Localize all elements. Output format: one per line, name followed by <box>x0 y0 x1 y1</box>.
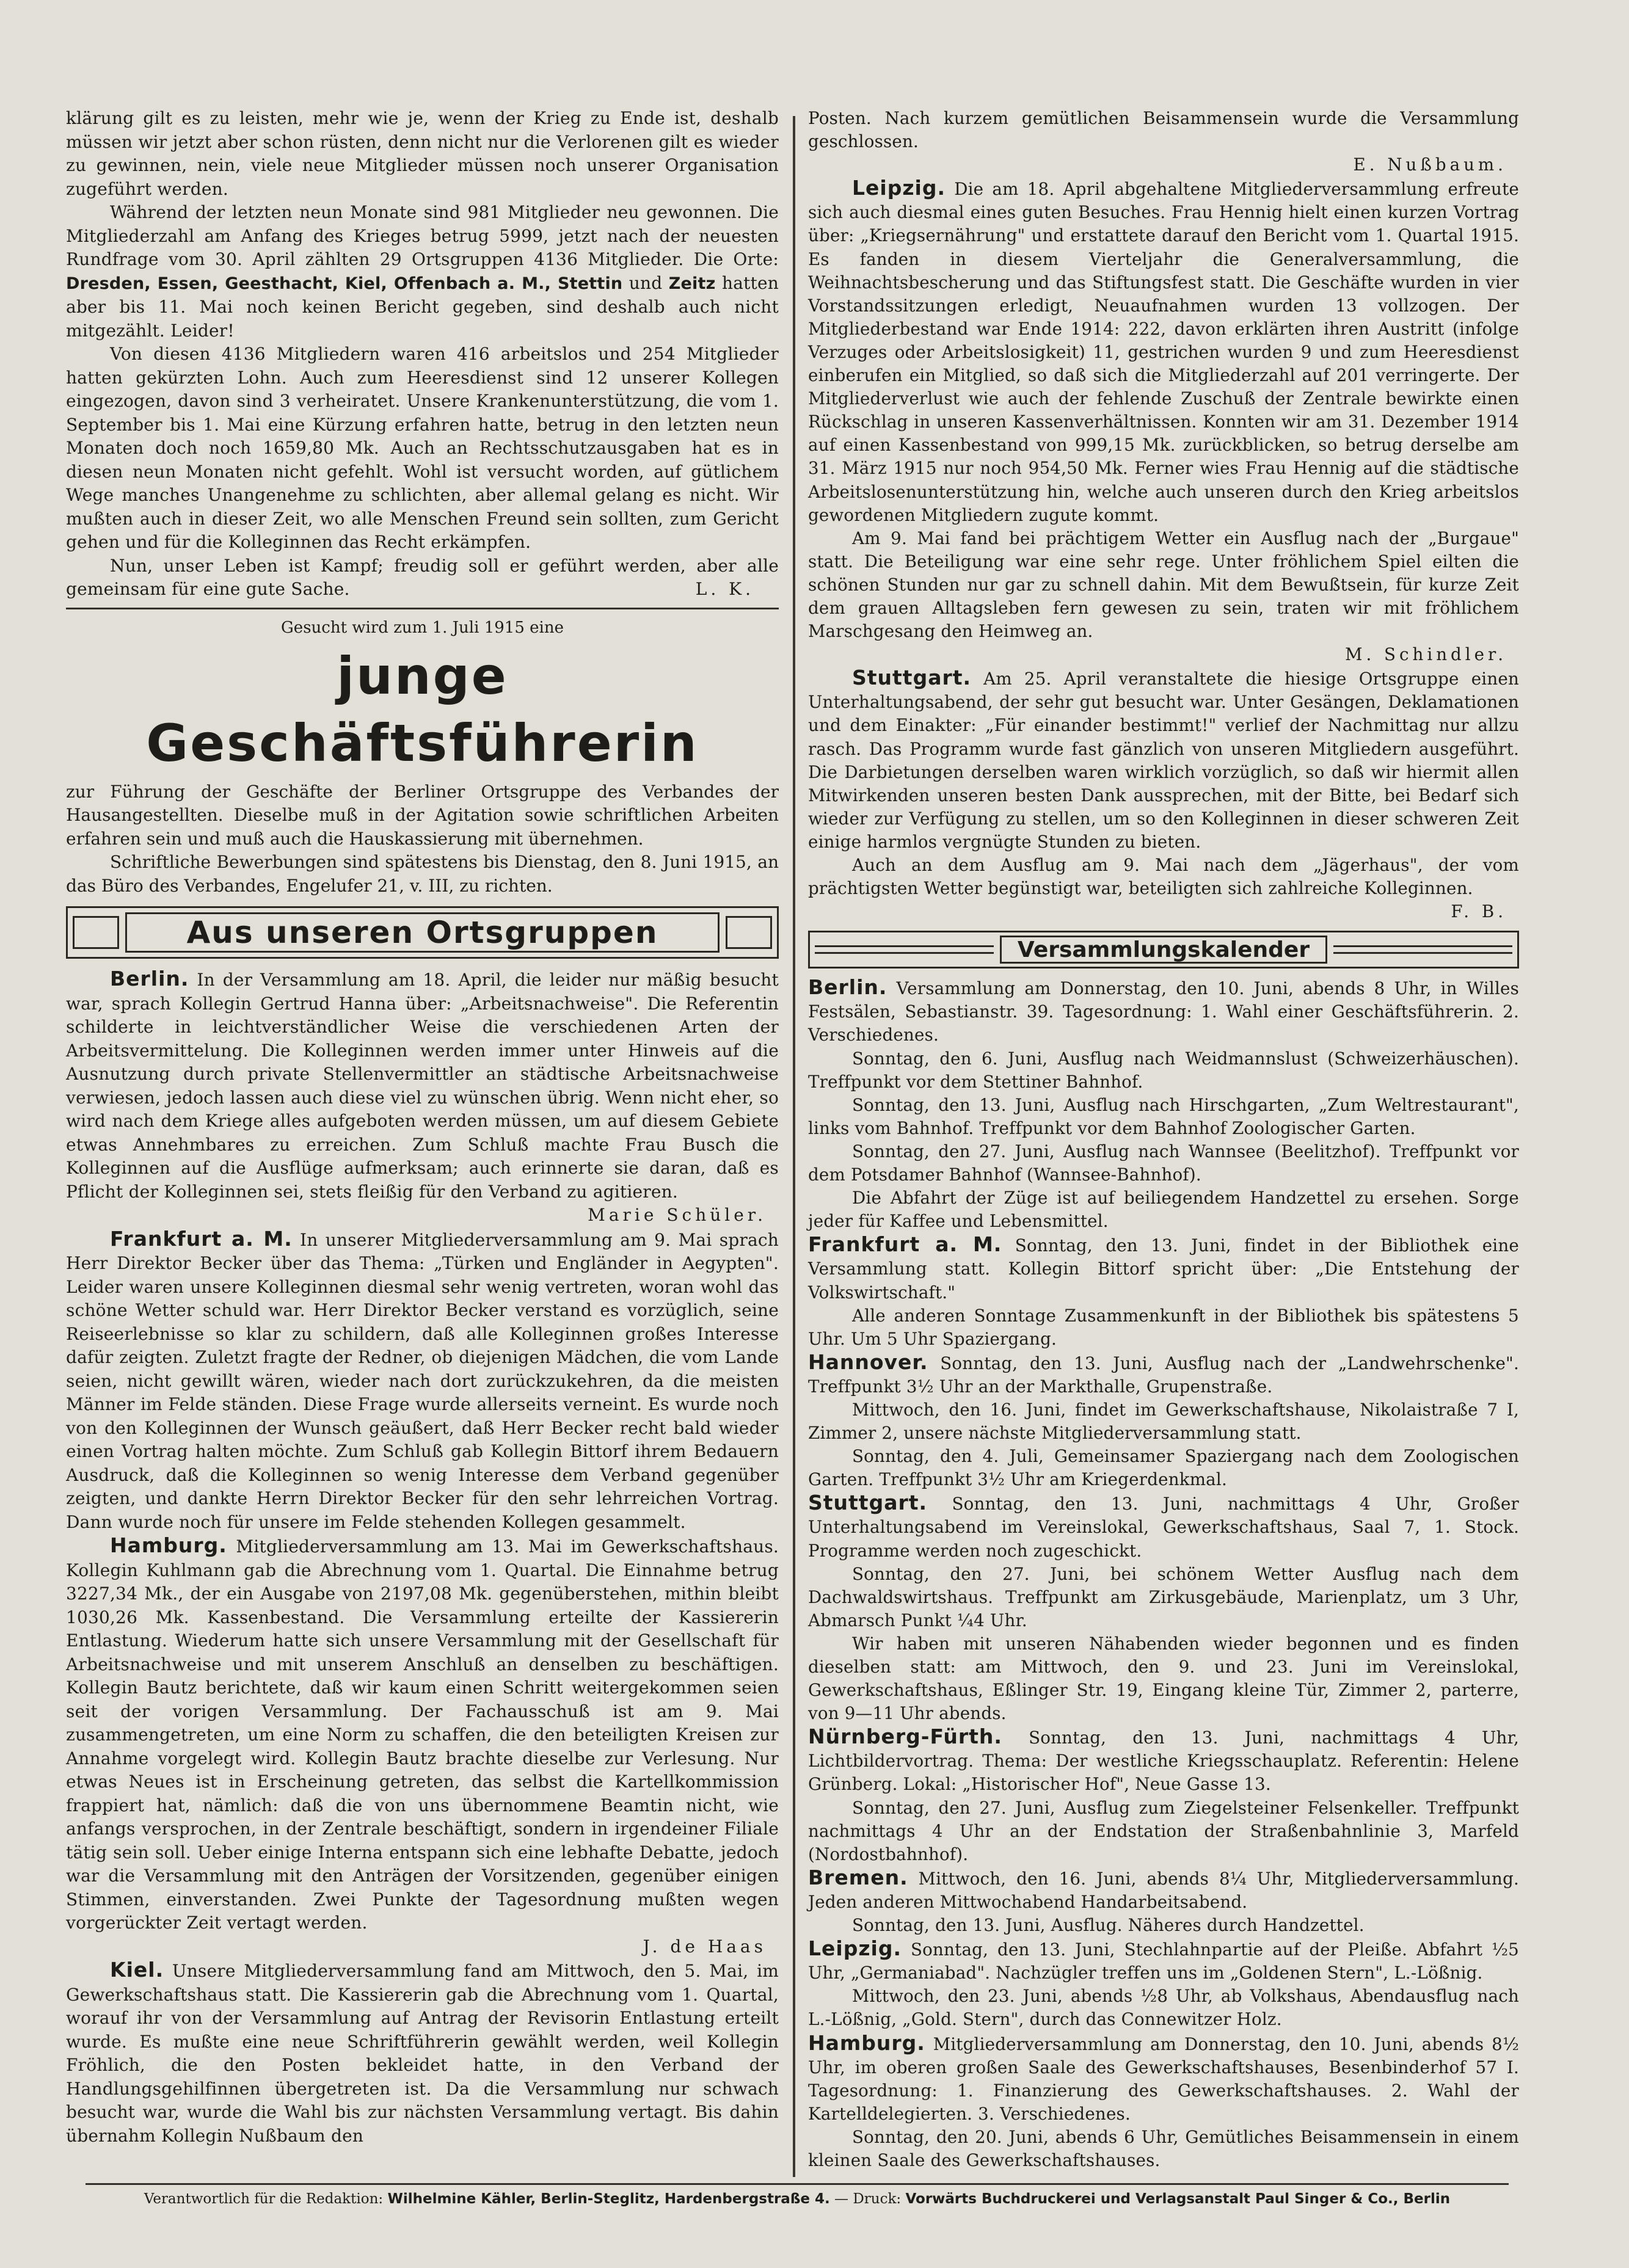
report-city: Kiel. <box>110 1958 164 1982</box>
footer-printer: Vorwärts Buchdruckerei und Verlagsanstalt Paul Singer & Co., Berlin <box>905 2191 1451 2207</box>
calendar-entry <box>808 1094 1519 1140</box>
report-city: Frankfurt a. M. <box>110 1226 293 1251</box>
calendar-entry <box>808 1797 1519 1866</box>
calendar-entry <box>808 2032 1519 2126</box>
report-list <box>66 967 779 2148</box>
calendar-entry-text: Sonntag, den 13. Juni, Stechlahnpartie auf der Pleiße. Abfahrt ½5 Uhr, „Germaniabad". Nachzügler treffen uns im „Goldenen Stern", L.-Lößnig. <box>808 1939 1519 1983</box>
report-text: In der Versammlung am 18. April, die leider nur mäßig besucht war, sprach Kollegin Gertrud Hanna über: „Arbeitsnachweise". Die Referentin schilderte in leichtverständlicher Weise die verschiedenen Arten der Arbeitsvermittelung. Die Kolleginnen werden immer unter Hinweis auf die Ausnutzung durch private Stellenvermittler an städtische Arbeitsnachweise verwiesen, jedoch lassen auch diese viel zu wünschen übrig. Wenn nicht eher, so wird nach dem Kriege alles aufgeboten werden müssen, um auf diesem Gebiete etwas Annehmbares zu erreichen. Zum Schluß machte Frau Busch die Kolleginnen auf die Ausflüge aufmerksam; auch erinnerte sie daran, daß es Pflicht der Kolleginnen sei, stets fleißig für den Verband zu agitieren. <box>66 970 779 1202</box>
divider <box>66 608 779 609</box>
ad-top-line: Gesucht wird zum 1. Juli 1915 eine <box>281 618 564 637</box>
intro-signature: L. K. <box>695 579 754 599</box>
ad-body-application: Schriftliche Bewerbungen sind spätestens bis Dienstag, den 8. Juni 1915, an das Büro des Verbandes, Engelufer 21, v. III, zu richten. <box>66 852 779 896</box>
kiel-signature: E. Nußbaum. <box>1353 154 1507 175</box>
right-column <box>808 107 1519 2172</box>
intro-places: Dresden, Essen, Geesthacht, Kiel, Offenbach a. M., Stettin <box>66 274 623 293</box>
calendar-entry <box>808 1725 1519 1796</box>
ad-body: zur Führung der Geschäfte der Berliner Ortsgruppe des Verbandes der Hausangestellten. Dieselbe muß in der Agitation sowie schriftlichen Arbeiten erfahren sein und muß auch die Hauskassierung mit übernehmen. <box>66 781 779 849</box>
kiel-report-continued: Posten. Nach kurzem gemütlichen Beisammensein wurde die Versammlung geschlossen. <box>808 108 1519 152</box>
left-column <box>66 107 779 2148</box>
section-header-calendar <box>808 931 1519 969</box>
report-city: Stuttgart. <box>852 666 972 690</box>
calendar-entry <box>808 1187 1519 1233</box>
calendar-entry-text: Sonntag, den 27. Juni, bei schönem Wetter Ausflug nach dem Dachwaldswirtshaus. Treffpunkt am Zirkusgebäude, Marienplatz, um 3 Uhr, Abmarsch Punkt ¼4 Uhr. <box>808 1563 1519 1630</box>
calendar-entry-text: Die Abfahrt der Züge ist auf beiliegendem Handzettel zu ersehen. Sorge jeder für Kaffee und Lebensmittel. <box>808 1188 1519 1232</box>
calendar-entry <box>808 1398 1519 1445</box>
calendar-entry <box>808 1233 1519 1304</box>
intro-paragraph-1: klärung gilt es zu leisten, mehr wie je, wenn der Krieg zu Ende ist, deshalb müssen wir jetzt aber schon rüsten, denn nicht nur die Verlorenen gilt es wieder zu gewinnen, nein, viele neue Mitglieder müssen noch unserer Organisation zugeführt werden. <box>66 108 779 199</box>
report-signature: M. Schindler. <box>1345 644 1507 665</box>
report-list <box>808 176 1519 923</box>
report-city: Berlin. <box>110 967 189 990</box>
calendar-entry-text: Mittwoch, den 23. Juni, abends ½8 Uhr, ab Volkshaus, Abendausflug nach L.-Lößnig, „Gold. Stern", durch das Connewitzer Holz. <box>808 1986 1519 2030</box>
report-city: Hamburg. <box>110 1533 227 1557</box>
calendar-city: Hannover. <box>808 1350 928 1374</box>
report-paragraph: Auch an dem Ausflug am 9. Mai nach dem „Jägerhaus", der vom prächtigsten Wetter begünstigt war, beteiligten sich zahlreiche Kolleginnen. <box>808 855 1519 899</box>
ornament-box <box>726 916 772 949</box>
calendar-entry-text: Sonntag, den 13. Juni, findet in der Bibliothek eine Versammlung statt. Kollegin Bittorf spricht über: „Die Entstehung der Volkswirtschaft." <box>808 1235 1519 1303</box>
intro-text: Während der letzten neun Monate sind 981 Mitglieder neu gewonnen. Die Mitgliederzahl am Anfang des Krieges betrug 5999, jetzt nach der neuesten Rundfrage vom 30. April zählten 29 Ortsgruppen 4136 Mitglieder. Die Orte: <box>66 202 779 269</box>
report-signature: Marie Schüler. <box>588 1205 767 1225</box>
calendar-city: Leipzig. <box>808 1936 902 1961</box>
calendar-entry <box>808 1140 1519 1187</box>
report-text: In unserer Mitgliederversammlung am 9. Mai sprach Herr Direktor Becker über das Thema: „Türken und Engländer in Aegypten". Leider waren unsere Kolleginnen diesmal sehr wenig vertreten, woran wohl das schöne Wetter schuld war. Herr Direktor Becker verstand es vorzüglich, seine Reiseerlebnisse so klar zu schildern, daß alle Kolleginnen großes Interesse dafür zeigten. Zuletzt fragte der Redner, ob diejenigen Mädchen, die vom Lande seien, nicht gewillt wären, wieder nach dort zurückzukehren, da die meisten Männer im Felde ständen. Diese Frage wurde allerseits verneint. Es wurde noch von den Kolleginnen der Wunsch geäußert, daß Herr Becker recht bald wieder einen Vortrag halten möchte. Zum Schluß gab Kollegin Bittorf ihrem Bedauern Ausdruck, daß die Kolleginnen so wenig Interesse dem Verband gegenüber zeigten, und dankte Herrn Direktor Becker für den sehr lehrreichen Vortrag. Dann wurde noch für unsere im Felde stehenden Kollegen gesammelt. <box>66 1229 779 1532</box>
calendar-entry <box>808 976 1519 1047</box>
calendar-entry-text: Versammlung am Donnerstag, den 10. Juni, abends 8 Uhr, in Willes Festsälen, Sebastianstr. 39. Tagesordnung: 1. Wahl einer Geschäftsführerin. 2. Verschiedenes. <box>808 978 1519 1045</box>
ornament-line <box>815 945 994 954</box>
intro-paragraph-4 <box>66 554 779 602</box>
report-paragraph <box>66 1958 779 2148</box>
report-paragraph: Am 9. Mai fand bei prächtigem Wetter ein Ausflug nach der „Burgaue" statt. Die Beteiligung war eine sehr rege. Unter fröhlichem Spiel eilten die schönen Stunden nur gar zu schnell dahin. Mit dem Bewußtsein, für kurze Zeit dem grauen Alltagsleben fern gewesen zu sein, traten wir mit fröhlichem Marschgesang den Heimweg an. <box>808 528 1519 642</box>
intro-paragraph-3: Von diesen 4136 Mitgliedern waren 416 arbeitslos und 254 Mitglieder hatten gekürzten Lohn. Auch zum Heeresdienst sind 12 unserer Kollegen eingezogen, davon sind 3 verheiratet. Unsere Krankenunterstützung, die vom 1. September bis 1. Mai eine Kürzung erfahren hatte, betrug in den letzten neun Monaten doch noch 1659,80 Mk. Auch an Rechtsschutzausgaben hat es in diesen neun Monaten nicht gefehlt. Wohl ist versucht worden, auf gütlichem Wege manches Unangenehme zu schlichten, aber allemal gelang es nicht. Wir mußten auch in dieser Zeit, wo alle Menschen Freund sein sollten, zum Gericht gehen und für die Kolleginnen das Recht erkämpfen. <box>66 344 779 552</box>
meeting-calendar <box>808 976 1519 2172</box>
calendar-entry-text: Alle anderen Sonntage Zusammenkunft in der Bibliothek bis spätestens 5 Uhr. Um 5 Uhr Spaziergang. <box>808 1305 1519 1349</box>
calendar-city: Frankfurt a. M. <box>808 1232 1002 1257</box>
report-text: Mitgliederversammlung am 13. Mai im Gewerkschaftshaus. Kollegin Kuhlmann gab die Abrechnung vom 1. Quartal. Die Einnahme betrug 3227,34 Mk., der ein Ausgabe von 2197,08 Mk. gegenüberstehen, mithin bleibt 1030,26 Mk. Kassenbestand. Die Versammlung erteilte der Kassiererin Entlastung. Wiederum hatte sich unsere Versammlung mit der Gesellschaft für Arbeitsnachweise und mit unserem Anschluß an denselben zu beschäftigen. Kollegin Bautz berichtete, daß wir kaum einen Schritt weitergekommen seien seit der vorigen Versammlung. Der Fachausschuß ist am 9. Mai zusammengetreten, um eine Norm zu schaffen, die den beteiligten Kreisen zur Annahme vorgelegt wird. Kollegin Bautz brachte dieselbe zur Verlesung. Nur etwas Neues ist in Erscheinung getreten, das selbst die Kartellkommission frappiert hat, nämlich: daß die von uns übernommene Beamtin nicht, wie anfangs versprochen, in der Zentrale beschäftigt, sondern in irgendeiner Filiale tätig sein soll. Ueber einige Interna entspann sich eine lebhafte Debatte, jedoch war die Versammlung mit den Anträgen der Vorsitzenden, gegenüber einigen Stimmen, einverstanden. Zwei Punkte der Tagesordnung mußten wegen vorgerückter Zeit vertagt werden. <box>66 1536 779 1933</box>
calendar-entry <box>808 1351 1519 1398</box>
report-paragraph <box>808 176 1519 526</box>
calendar-entry-text: Sonntag, den 27. Juni, Ausflug zum Ziegelsteiner Felsenkeller. Treffpunkt nachmittags 4 Uhr an der Endstation der Straßenbahnlinie 3, Marfeld (Nordostbahnhof). <box>808 1797 1519 1864</box>
report-paragraph <box>808 666 1519 854</box>
intro-place-zeitz: Zeitz <box>668 274 716 293</box>
calendar-entry <box>808 2126 1519 2172</box>
report-paragraph <box>66 1534 779 1935</box>
intro-closing: Nun, unser Leben ist Kampf; freudig soll er geführt werden, aber alle gemeinsam für eine gute Sache. <box>66 555 779 599</box>
calendar-entry <box>808 1304 1519 1351</box>
calendar-entry-text: Sonntag, den 6. Juni, Ausflug nach Weidmannslust (Schweizerhäuschen). Treffpunkt vor dem Stettiner Bahnhof. <box>808 1048 1519 1092</box>
report-text: Am 25. April veranstaltete die hiesige Ortsgruppe einen Unterhaltungsabend, der sehr gut besucht war. Unter Gesängen, Deklamationen und dem Einakter: „Für einander bestimmt!" verlief der Nachmittag nur allzu rasch. Das Programm wurde fast gänzlich von unseren Mitgliedern ausgeführt. Die Darbietungen derselben waren wirklich vorzüglich, so daß wir hiermit allen Mitwirkenden unseren besten Dank aussprechen, mit der Bitte, bei Bedarf sich wieder zur Verfügung zu stellen, um so den Kolleginnen in dieser schweren Zeit einige harmlos vergnügte Stunden zu bieten. <box>808 669 1519 852</box>
report-text: Unsere Mitgliederversammlung fand am Mittwoch, den 5. Mai, im Gewerkschaftshaus statt. Die Kassiererin gab die Abrechnung vom 1. Quartal, worauf ihr von der Versammlung auf Antrag der Revisorin Entlastung erteilt wurde. Es mußte eine neue Schriftführerin gewählt werden, weil Kollegin Fröhlich, die den Posten bekleidet hatte, in den Verband der Handlungsgehilfinnen übergetreten ist. Da die Versammlung nur schwach besucht war, wurde die Wahl bis zur nächsten Versammlung vertagt. Bis dahin übernahm Kollegin Nußbaum den <box>66 1961 779 2146</box>
calendar-entry-text: Sonntag, den 13. Juni, Ausflug nach der „Landwehrschenke". Treffpunkt 3½ Uhr an der Markthalle, Grupenstraße. <box>808 1353 1519 1397</box>
calendar-entry <box>808 1632 1519 1725</box>
calendar-entry <box>808 1937 1519 1985</box>
calendar-entry-text: Mitgliederversammlung am Donnerstag, den 10. Juni, abends 8½ Uhr, im oberen großen Saale des Gewerkschaftshauses, Besenbinderhof 57 I. Tagesordnung: 1. Finanzierung des Gewerkschaftshauses. 2. Wahl der Kartelldelegierten. 3. Verschiedenes. <box>808 2034 1519 2124</box>
calendar-entry-text: Wir haben mit unseren Nähabenden wieder begonnen und es finden dieselben statt: am Mittwoch, den 9. und 23. Juni im Vereinslokal, Gewerkschaftshaus, Eßlinger Str. 19, Eingang kleine Tür, Zimmer 2, parterre, von 9—11 Uhr abends. <box>808 1633 1519 1724</box>
calendar-entry <box>808 1563 1519 1632</box>
calendar-city: Bremen. <box>808 1865 908 1889</box>
ornament-box <box>73 916 119 949</box>
intro-text-tail: hatten aber bis 11. Mai noch keinen Bericht gegeben, sind deshalb auch nicht mitgezählt. Leider! <box>66 272 779 341</box>
calendar-entry <box>808 1445 1519 1491</box>
report-paragraph <box>66 1227 779 1535</box>
report-signature: F. B. <box>1451 901 1507 922</box>
calendar-city: Stuttgart. <box>808 1491 928 1515</box>
calendar-entry-text: Sonntag, den 13. Juni, nachmittags 4 Uhr, Großer Unterhaltungsabend im Vereinslokal, Gewerkschaftshaus, Saal 7, 1. Stock. Programme werden noch zugeschickt. <box>808 1494 1519 1561</box>
report-paragraph <box>66 967 779 1204</box>
column-divider <box>793 116 795 2177</box>
calendar-title: Versammlungskalender <box>1000 936 1327 964</box>
calendar-entry <box>808 1491 1519 1562</box>
calendar-entry <box>808 1866 1519 1914</box>
calendar-entry <box>808 1914 1519 1937</box>
calendar-entry-text: Sonntag, den 13. Juni, nachmittags 4 Uhr, Lichtbildervortrag. Thema: Der westliche Kriegsschauplatz. Referentin: Helene Grünberg. Lokal: „Historischer Hof", Neue Gasse 13. <box>808 1728 1519 1795</box>
report-city: Leipzig. <box>852 176 946 200</box>
job-advertisement <box>66 616 779 898</box>
calendar-city: Hamburg. <box>808 2030 925 2055</box>
intro-paragraph-2 <box>66 201 779 343</box>
imprint-footer <box>86 2183 1509 2209</box>
calendar-entry-text: Sonntag, den 13. Juni, Ausflug nach Hirschgarten, „Zum Weltrestaurant", links vom Bahnhof. Treffpunkt vor dem Bahnhof Zoologischer Garten. <box>808 1094 1519 1138</box>
calendar-entry-text: Sonntag, den 4. Juli, Gemeinsamer Spaziergang nach dem Zoologischen Garten. Treffpunkt 3½ Uhr am Kriegerdenkmal. <box>808 1446 1519 1490</box>
section-header-ortsgruppen <box>66 906 779 959</box>
calendar-city: Berlin. <box>808 975 887 1000</box>
calendar-entry-text: Sonntag, den 13. Juni, Ausflug. Näheres durch Handzettel. <box>852 1915 1365 1936</box>
report-signature: J. de Haas <box>643 1936 767 1957</box>
calendar-entry <box>808 1985 1519 2031</box>
intro-and: und <box>622 272 669 293</box>
report-text: Die am 18. April abgehaltene Mitgliederversammlung erfreute sich auch diesmal eines guten Besuches. Frau Hennig hielt einen kurzen Vortrag über: „Kriegsernährung" und erstattete darauf den Bericht vom 1. Quartal 1915. Es fanden in diesem Vierteljahr die Generalversammlung, die Weihnachtsbescherung und das Stiftungsfest statt. Die Geschäfte wurden in vier Vorstandssitzungen erledigt, Neuaufnahmen wurden 13 vollzogen. Der Mitgliederbestand war Ende 1914: 222, davon erklärten ihren Austritt (infolge Verzuges oder Arbeitslosigkeit) 11, gestrichen wurden 9 und zum Heeresdienst einberufen ein Mitglied, so daß sich die Mitgliederzahl auf 201 verringerte. Der Mitgliederverlust wie auch der fehlende Zuschuß der Zentrale bewirkte einen Rückschlag in unseren Kassenverhältnissen. Konnten wir am 31. Dezember 1914 auf einen Kassenbestand von 999,15 Mk. zurückblicken, so betrug derselbe am 31. März 1915 nur noch 954,50 Mk. Ferner wies Frau Hennig auf die städtische Arbeitslosenunterstützung hin, welche auch unseren durch den Krieg arbeitslos gewordenen Mitgliedern zugute kommt. <box>808 179 1519 525</box>
calendar-entry <box>808 1047 1519 1094</box>
footer-editor: Wilhelmine Kähler, Berlin-Steglitz, Hardenbergstraße 4. <box>387 2191 830 2207</box>
footer-print: — Druck: <box>829 2191 906 2207</box>
calendar-city: Nürnberg-Fürth. <box>808 1725 1002 1749</box>
footer-responsible: Verantwortlich für die Redaktion: <box>144 2191 388 2207</box>
calendar-entry-text: Mittwoch, den 16. Juni, abends 8¼ Uhr, Mitgliederversammlung. Jeden anderen Mittwochabend Handarbeitsabend. <box>808 1868 1519 1912</box>
calendar-entry-text: Sonntag, den 20. Juni, abends 6 Uhr, Gemütliches Beisammensein in einem kleinen Saale des Gewerkschaftshauses. <box>808 2126 1519 2170</box>
calendar-entry-text: Sonntag, den 27. Juni, Ausflug nach Wannsee (Beelitzhof). Treffpunkt vor dem Potsdamer Bahnhof (Wannsee-Bahnhof). <box>808 1141 1519 1185</box>
calendar-entry-text: Mittwoch, den 16. Juni, findet im Gewerkschaftshause, Nikolaistraße 7 I, Zimmer 2, unsere nächste Mitgliederversammlung statt. <box>808 1399 1519 1444</box>
section-title: Aus unseren Ortsgruppen <box>125 912 720 953</box>
ornament-line <box>1333 945 1512 954</box>
ad-title: junge Geschäftsführerin <box>146 645 699 773</box>
